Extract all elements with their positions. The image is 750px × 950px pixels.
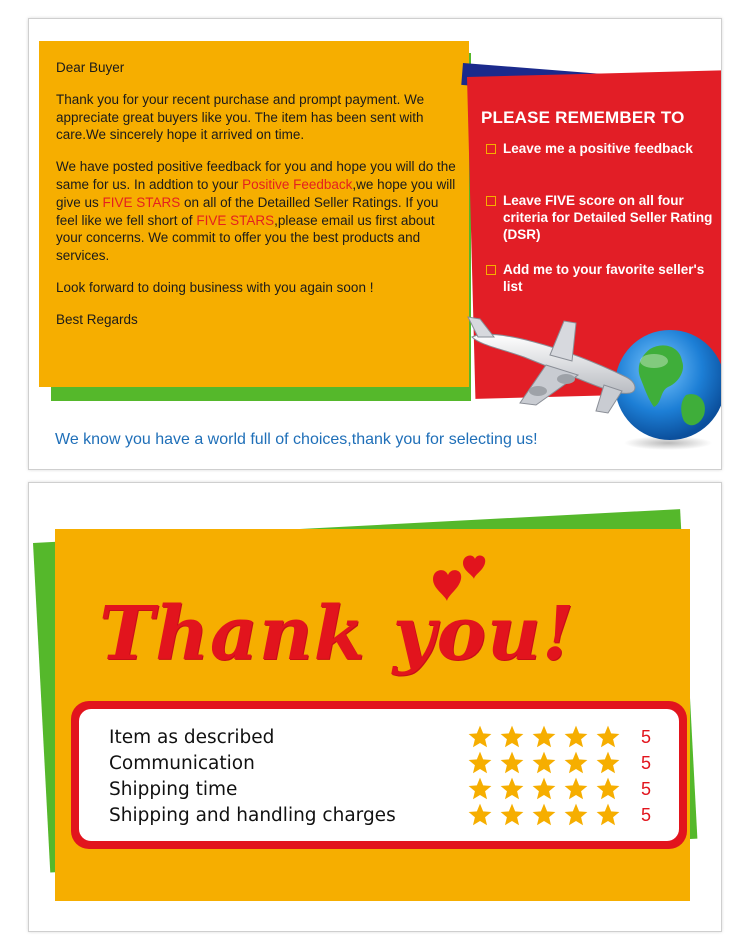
star-icon (467, 750, 493, 776)
rating-label: Communication (109, 753, 255, 774)
seller-ratings-box (71, 701, 687, 849)
closing-message: We know you have a world full of choices,thank you for selecting us! (55, 431, 538, 448)
checkbox-icon (486, 265, 496, 275)
star-icon (467, 802, 493, 828)
rating-label: Shipping and handling charges (109, 805, 396, 826)
rating-row (109, 777, 669, 803)
star-icon (595, 750, 621, 776)
star-icon (499, 724, 525, 750)
star-icon (563, 802, 589, 828)
heart-icon (463, 556, 485, 579)
rating-value: 5 (641, 805, 652, 825)
highlight-five-stars: FIVE STARS (102, 194, 181, 210)
highlight-positive-feedback: Positive Feedback (242, 176, 353, 192)
checkbox-icon (486, 196, 496, 206)
seller-ratings-inner (79, 709, 679, 841)
rating-row (109, 803, 669, 829)
rating-label: Shipping time (109, 779, 238, 800)
star-icon (563, 724, 589, 750)
thank-you-letter-card (28, 18, 722, 470)
star-icon (531, 724, 557, 750)
letter-paragraph-2 (56, 158, 461, 265)
star-rating (467, 776, 627, 802)
reminder-item-label: Add me to your favorite seller's list (503, 262, 705, 294)
letter-signoff: Best Regards (56, 311, 138, 327)
rating-value: 5 (641, 727, 652, 747)
rating-label: Item as described (109, 727, 275, 748)
star-icon (531, 776, 557, 802)
reminder-item-label: Leave FIVE score on all four criteria for Detailed Seller Rating (DSR) (503, 193, 713, 242)
rating-row (109, 725, 669, 751)
star-icon (467, 724, 493, 750)
letter-text-segment: ,we hope you will give us (56, 176, 456, 210)
rating-value: 5 (641, 753, 652, 773)
star-icon (595, 776, 621, 802)
reminder-item (503, 261, 713, 295)
reminder-item-label: Leave me a positive feedback (503, 141, 693, 156)
reminder-title: PLEASE REMEMBER TO (481, 108, 685, 127)
letter-text-segment: We have posted positive feedback for you and hope you will do the same for us. In addtion to your (56, 159, 456, 192)
reminder-item (503, 140, 713, 157)
star-icon (595, 724, 621, 750)
star-icon (467, 776, 493, 802)
thank-you-heading: Thank you! (99, 591, 576, 677)
letter-paragraph-1: Thank you for your recent purchase and prompt payment. We appreciate great buyers like you. The item has been sent with care.We sincerely hope it arrived on time. (56, 91, 425, 143)
airplane-icon (468, 317, 635, 413)
star-icon (531, 802, 557, 828)
letter-text (56, 59, 461, 343)
rating-value: 5 (641, 779, 652, 799)
letter-paragraph-3: Look forward to doing business with you again soon ! (56, 279, 374, 295)
checkbox-icon (486, 144, 496, 154)
star-icon (499, 776, 525, 802)
letter-greeting: Dear Buyer (56, 60, 125, 75)
reminder-item (503, 192, 713, 243)
star-icon (563, 750, 589, 776)
rating-row (109, 751, 669, 777)
star-icon (563, 776, 589, 802)
star-icon (499, 802, 525, 828)
star-icon (531, 750, 557, 776)
letter-text-segment: on all of the Detailled Seller Ratings. If you feel like we fell short of (56, 194, 439, 228)
letter-text-segment: ,please email us first about your concerns. We commit to offer you the best products and services. (56, 212, 435, 264)
star-rating (467, 802, 627, 828)
star-rating (467, 750, 627, 776)
star-icon (499, 750, 525, 776)
star-rating (467, 724, 627, 750)
thank-you-rating-card (28, 482, 722, 932)
highlight-five-stars: FIVE STARS (196, 212, 275, 228)
star-icon (595, 802, 621, 828)
